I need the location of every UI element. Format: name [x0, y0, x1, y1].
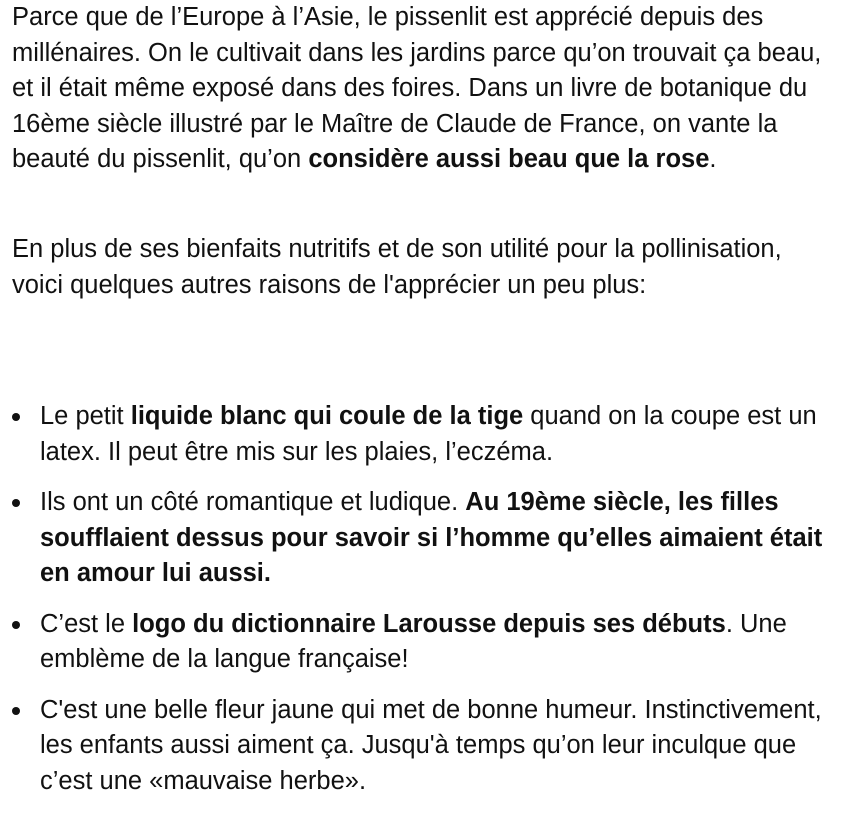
bullet-icon [12, 499, 20, 507]
list-item-text: Ils ont un côté romantique et ludique. [40, 488, 466, 516]
list-item-text-end: quand on la coupe est un latex. Il peut être mis sur les plaies, l’eczéma. [40, 402, 817, 466]
bullet-icon [12, 621, 20, 629]
list-item-text: C’est le [40, 609, 133, 638]
intro-bold-text: considère aussi beau que la rose [308, 145, 710, 173]
list-item-text: Le petit [40, 402, 131, 430]
intro-end-text: . [709, 145, 717, 173]
list-item-bold-text: liquide blanc qui coule de la tige [130, 402, 524, 430]
list-item [12, 693, 832, 800]
list-item-text: C'est une belle fleur jaune qui met de bonne humeur. Instinctivement, les enfants aussi aiment ça. Jusqu'à temps qu’on leur inculque que c’est une «mauvaise herbe». [40, 695, 822, 795]
reasons-list [12, 399, 832, 814]
bullet-icon [12, 707, 20, 715]
list-item [12, 399, 832, 470]
list-item [12, 485, 832, 592]
bullet-icon [12, 413, 20, 421]
list-item [12, 607, 832, 678]
intro-paragraph [12, 0, 832, 178]
list-item-bold-text: logo du dictionnaire Larousse depuis ses débuts [132, 609, 726, 638]
list-item-bold-text: Au 19ème siècle, les filles soufflaient dessus pour savoir si l’homme qu’elles aimaient était en amour lui aussi. [40, 488, 823, 587]
intro-text: Parce que de l’Europe à l’Asie, le pissenlit est apprécié depuis des millénaires. On le cultivait dans les jardins parce qu’on trouvait ça beau, et il était même exposé dans des foires. Dans un livre de botanique du 16ème siècle illustré par le Maître de Claude de France, on vante la beauté du pissenlit, qu’on [12, 3, 822, 173]
list-item-text-end: . Une emblème de la langue française! [40, 609, 787, 673]
reasons-intro-paragraph: En plus de ses bienfaits nutritifs et de son utilité pour la pollinisation, voici quelques autres raisons de l'apprécier un peu plus: [12, 235, 782, 299]
